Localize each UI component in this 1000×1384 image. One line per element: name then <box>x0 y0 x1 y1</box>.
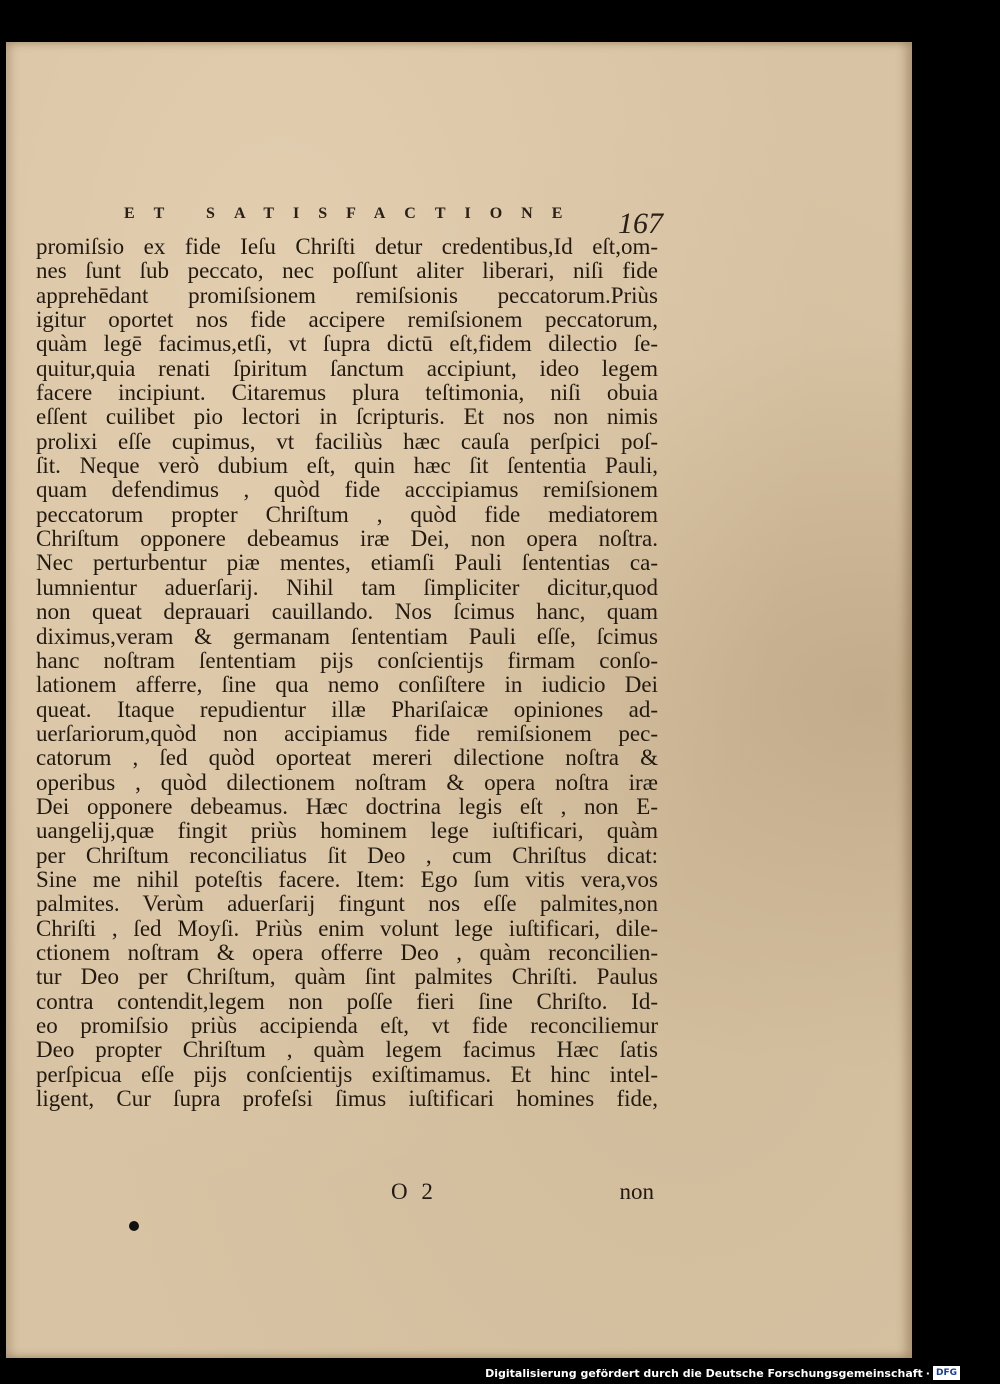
text-line: igitur oportet nos fide accipere remiſsionem peccatorum, <box>36 308 658 333</box>
text-line: Chriſtum opponere debeamus iræ Dei, non opera noſtra. <box>36 527 658 552</box>
text-line: contra contendit,legem non poſſe fieri ſine Chriſto. Id- <box>36 989 658 1014</box>
text-line: Chriſti , ſed Moyſi. Priùs enim volunt lege iuſtificari, dile- <box>36 916 658 941</box>
text-line: per Chriſtum reconciliatus ſit Deo , cum Chriſtus dicat: <box>36 843 658 868</box>
text-line: hanc noſtram ſententiam pijs conſcientijs firmam conſo- <box>36 648 658 673</box>
text-line: ligent, Cur ſupra profeſsi ſimus iuſtificari homines fide, <box>36 1087 658 1112</box>
text-line: lumnientur aduerſarij. Nihil tam ſimpliciter dicitur,quod <box>36 575 658 600</box>
text-line: Dei opponere debeamus. Hæc doctrina legis eſt , non E- <box>36 794 658 819</box>
book-page <box>6 42 912 1358</box>
text-line: quam defendimus , quòd fide acccipiamus remiſsionem <box>36 478 658 503</box>
funding-credit: Digitalisierung gefördert durch die Deutsche Forschungsgemeinschaft <box>485 1366 923 1380</box>
text-line: facere incipiunt. Citaremus plura teſtimonia, niſi obuia <box>36 381 658 406</box>
text-line: tur Deo per Chriſtum, quàm ſint palmites Chriſti. Paulus <box>36 965 658 990</box>
running-head: ET SATISFACTIONE <box>124 205 582 222</box>
text-line: lationem afferre, ſine qua nemo conſiſtere in iudicio Dei <box>36 673 658 698</box>
text-line: uerſariorum,quòd non accipiamus fide remiſsionem pec- <box>36 721 658 746</box>
text-line: Nec perturbentur piæ mentes, etiamſi Pauli ſententias ca- <box>36 551 658 576</box>
text-line: catorum , ſed quòd oporteat mereri dilectione noſtra & <box>36 746 658 771</box>
body-text <box>36 235 658 1111</box>
dfg-logo-icon: DFG <box>933 1366 960 1380</box>
text-line: queat. Itaque repudientur illæ Phariſaicæ opiniones ad- <box>36 697 658 722</box>
catchword: non <box>619 1179 654 1204</box>
text-line: eſſent cuilibet pio lectori in ſcripturis. Et nos non nimis <box>36 405 658 430</box>
ink-dot <box>129 1221 139 1231</box>
text-line: uangelij,quæ fingit priùs hominem lege iuſtificari, quàm <box>36 819 658 844</box>
signature-mark: O 2 <box>391 1179 437 1204</box>
text-line: ſit. Neque verò dubium eſt, quin hæc ſit ſententia Pauli, <box>36 454 658 479</box>
text-line: prolixi eſſe cupimus, vt faciliùs hæc cauſa perſpici poſ- <box>36 429 658 454</box>
text-line: perſpicua eſſe pijs conſcientijs exiſtimamus. Et hinc intel- <box>36 1062 658 1087</box>
page-number: 167 <box>618 207 663 240</box>
text-line: quitur,quia renati ſpiritum ſanctum accipiunt, ideo legem <box>36 356 658 381</box>
text-line: palmites. Verùm aduerſarij fingunt nos eſſe palmites,non <box>36 892 658 917</box>
text-line: promiſsio ex fide Ieſu Chriſti detur credentibus,Id eſt,om- <box>36 235 658 259</box>
text-line: diximus,veram & germanam ſententiam Pauli eſſe, ſcimus <box>36 624 658 649</box>
text-line: ctionem noſtram & opera offerre Deo , quàm reconcilien- <box>36 940 658 965</box>
text-line: eo promiſsio priùs accipienda eſt, vt fide reconciliemur <box>36 1014 658 1038</box>
page-foot <box>36 1179 658 1207</box>
text-line: non queat deprauari cauillando. Nos ſcimus hanc, quam <box>36 600 658 625</box>
text-line: apprehēdant promiſsionem remiſsionis peccatorum.Priùs <box>36 283 658 308</box>
text-line: quàm legē facimus,etſi, vt ſupra dictū eſt,fidem dilectio ſe- <box>36 332 658 357</box>
text-line: operibus , quòd dilectionem noſtram & opera noſtra iræ <box>36 770 658 795</box>
text-line: peccatorum propter Chriſtum , quòd fide mediatorem <box>36 502 658 527</box>
text-line: nes ſunt ſub peccato, nec poſſunt aliter liberari, niſi fide <box>36 259 658 284</box>
text-line: Sine me nihil poteſtis facere. Item: Ego ſum vitis vera,vos <box>36 867 658 892</box>
text-line: Deo propter Chriſtum , quàm legem facimus Hæc ſatis <box>36 1038 658 1063</box>
separator-dot: · <box>925 1366 930 1380</box>
digitization-footer <box>485 1364 960 1382</box>
